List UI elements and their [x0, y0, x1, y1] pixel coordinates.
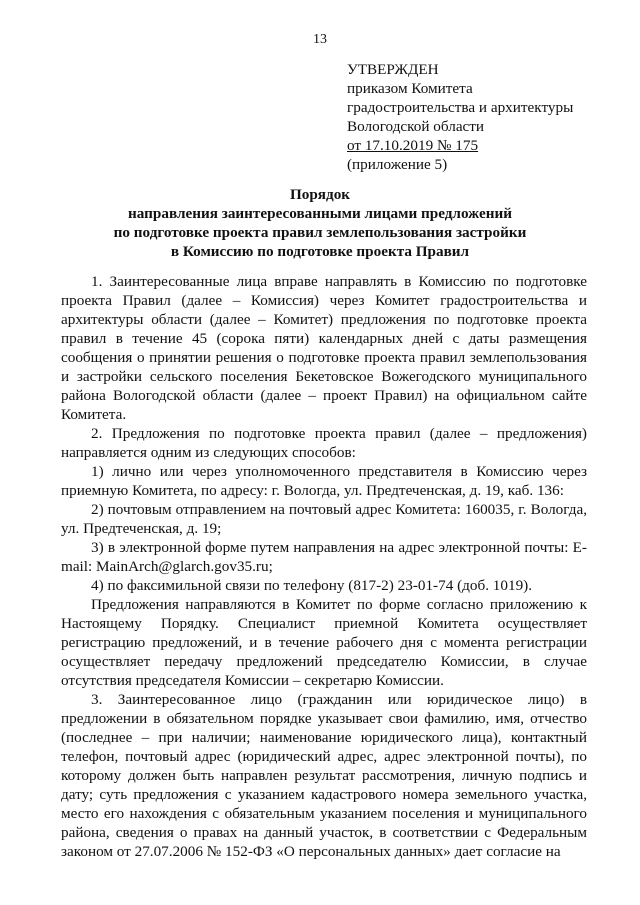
approval-line: Вологодской области	[347, 118, 485, 135]
approval-heading: УТВЕРЖДЕН	[347, 61, 439, 78]
approval-line: градостроительства и архитектуры	[347, 99, 574, 116]
paragraph: 3) в электронной форме путем направления на адрес электронной почты: E-mail: MainArch@glarch.gov35.ru;	[61, 539, 587, 575]
paragraph: 2. Предложения по подготовке проекта правил (далее – предложения) направляется одним из следующих способов:	[61, 425, 587, 461]
paragraph: 3. Заинтересованное лицо (гражданин или юридическое лицо) в предложении в обязательном порядке указывает свои фамилию, имя, отчество (последнее – при наличии; наименование юридического лица), контактный телефон, почтовый адрес (юридический адрес, адрес электронной почты), по которому должен быть направлен результат рассмотрения, личную подпись и дату; суть предложения с указанием кадастрового номера земельного участка, место его нахождения с обязательным указанием поселения и муниципального района, сведения о правах на данный участок, в соответствии с Федеральным законом от 27.07.2006 № 152-ФЗ «О персональных данных» дает согласие на	[61, 691, 587, 860]
title-line: направления заинтересованными лицами предложений	[128, 205, 512, 222]
approval-block	[347, 60, 573, 174]
title-line: в Комиссию по подготовке проекта Правил	[170, 243, 470, 260]
paragraph: 1. Заинтересованные лица вправе направлять в Комиссию по подготовке проекта Правил (далее – Комиссия) через Комитет градостроительства и архитектуры области (далее – Комитет) предложения по подготовке проекта правил в течение 45 (сорока пяти) календарных дней с даты размещения сообщения о принятии решения о подготовке проекта правил землепользования и застройки сельского поселения Бекетовское Вожегодского муниципального района Вологодской области (далее – проект Правил) на официальном сайте Комитета.	[61, 273, 587, 423]
paragraph: Предложения направляются в Комитет по форме согласно приложению к Настоящему Порядку. Специалист приемной Комитета осуществляет регистрацию предложений, и в течение рабочего дня с момента регистрации осуществляет передачу предложений председателю Комиссии, в случае отсутствия председателя Комиссии – секретарю Комиссии.	[61, 596, 587, 689]
document-body	[61, 272, 587, 861]
title-line: по подготовке проекта правил землепользования застройки	[113, 224, 527, 241]
paragraph: 1) лично или через уполномоченного представителя в Комиссию через приемную Комитета, по адресу: г. Вологда, ул. Предтеченская, д. 19, каб. 136:	[61, 463, 587, 499]
approval-appendix: (приложение 5)	[347, 156, 448, 173]
approval-order-number: от 17.10.2019 № 175	[347, 137, 479, 154]
paragraph: 4) по факсимильной связи по телефону (817-2) 23-01-74 (доб. 1019).	[91, 577, 533, 594]
paragraph: 2) почтовым отправлением на почтовый адрес Комитета: 160035, г. Вологда, ул. Предтеченская, д. 19;	[61, 501, 587, 537]
document-title	[60, 185, 580, 261]
approval-line: приказом Комитета	[347, 80, 473, 97]
title-line: Порядок	[289, 186, 351, 203]
page-number: 13	[313, 32, 327, 47]
